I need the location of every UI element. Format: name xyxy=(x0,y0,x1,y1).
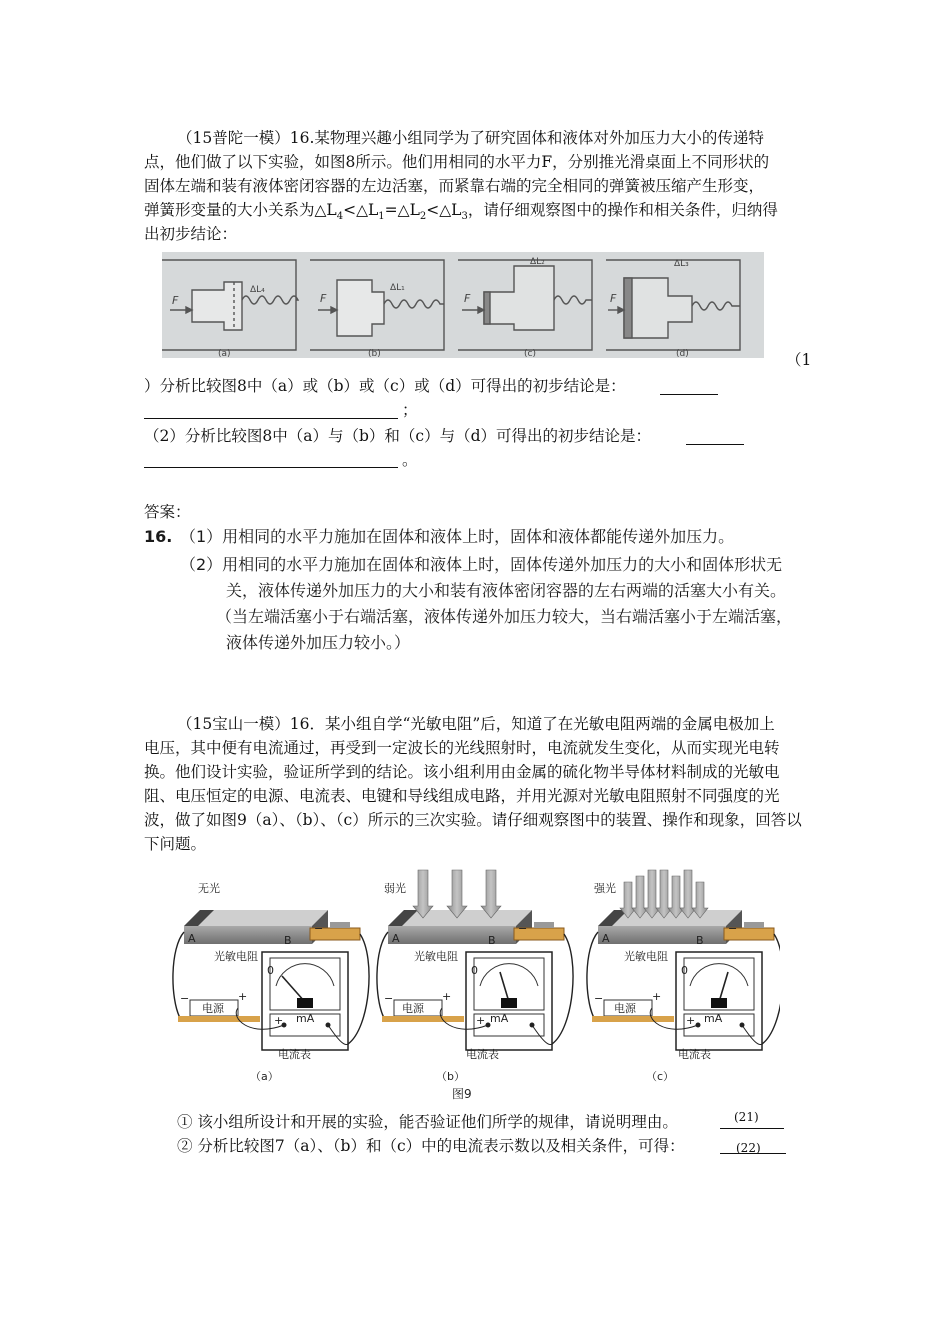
fig8-dl-d: ΔL₃ xyxy=(674,259,689,269)
answer-2-line4: 液体传递外加压力较小。） xyxy=(226,633,411,652)
fig9-label-b: （b） xyxy=(436,1070,465,1083)
fig9-light-c: 强光 xyxy=(594,882,616,895)
answer-1: （1）用相同的水平力施加在固体和液体上时，固体和液体都能传递外加压力。 xyxy=(180,527,735,546)
problem2-line1: （15宝山一模）16．某小组自学“光敏电阻”后，知道了在光敏电阻两端的金属电极加上 xyxy=(177,715,775,733)
answer-2-line2: 关，液体传递外加压力的大小和装有液体密闭容器的左右两端的活塞大小有关。 xyxy=(226,581,787,600)
fig8-dl-b: ΔL₁ xyxy=(390,283,405,293)
fig9-switch-minus-a: − xyxy=(314,922,324,935)
fig8-label-c: (c) xyxy=(524,349,536,358)
figure-9 xyxy=(170,868,780,1100)
p2-q1-blank-num: (21) xyxy=(734,1110,759,1124)
fig9-meter-a: 电流表 xyxy=(278,1048,311,1061)
fig9-meter-plus-c: + xyxy=(686,1014,696,1027)
problem1-source: （15普陀一模）16. xyxy=(177,129,315,147)
sub3: 3 xyxy=(461,211,468,223)
q1-start: （1 xyxy=(786,351,812,369)
sub2: 2 xyxy=(419,211,427,223)
fig8-label-b: (b) xyxy=(368,349,381,358)
fig8-force-b: F xyxy=(320,292,327,305)
q1-blank-a[interactable] xyxy=(660,393,718,395)
sub4: 4 xyxy=(336,211,344,223)
fig9-plus-b: + xyxy=(442,990,452,1003)
fig9-plus-a: + xyxy=(238,990,248,1003)
fig9-B-b: B xyxy=(488,934,496,947)
line4-tail: ，请仔细观察图中的操作和相关条件，归纳得 xyxy=(467,201,778,219)
fig9-source-a: 电源 xyxy=(202,1002,224,1015)
fig9-meter-c: 电流表 xyxy=(678,1048,711,1061)
fig8-dl-a: ΔL₄ xyxy=(250,285,265,295)
fig9-label-c: （c） xyxy=(646,1070,675,1083)
problem2-line6: 下问题。 xyxy=(144,835,207,853)
problem1-line1-text: 某物理兴趣小组同学为了研究固体和液体对外加压力大小的传递特 xyxy=(314,129,764,147)
p2-q1: ① 该小组所设计和开展的实验，能否验证他们所学的规律，请说明理由。 xyxy=(177,1113,678,1131)
problem1-line1 xyxy=(177,126,764,150)
fig9-meter-b: 电流表 xyxy=(466,1048,499,1061)
fig9-meter-plus-b: + xyxy=(476,1014,486,1027)
problem1-line2: 点，他们做了以下实验，如图8所示。他们用相同的水平力F，分别推光滑桌面上不同形状的 xyxy=(144,153,770,171)
problem2-line4: 阻、电压恒定的电源、电流表、电键和导线组成电路，并用光源对光敏电阻照射不同强度的光 xyxy=(144,787,780,805)
fig8-force-d: F xyxy=(610,292,617,305)
line4-eq: =△L xyxy=(384,201,420,219)
fig9-panel-c xyxy=(587,870,780,1050)
fig9-label-a: （a） xyxy=(250,1070,279,1083)
fig9-switch-minus-b: − xyxy=(518,922,528,935)
fig9-light-a: 无光 xyxy=(198,882,220,895)
problem1-line5: 出初步结论： xyxy=(144,225,238,243)
problem1-line4 xyxy=(144,198,778,229)
fig9-A-c: A xyxy=(602,932,610,945)
fig9-zero-c: 0 xyxy=(681,964,688,977)
fig8-force-c: F xyxy=(464,292,471,305)
q1-blank-b[interactable] xyxy=(144,417,398,419)
fig9-B-a: B xyxy=(284,934,292,947)
fig8-label-d: (d) xyxy=(676,349,689,358)
problem2-line5: 波，做了如图9（a）、（b）、（c）所示的三次实验。请仔细观察图中的装置、操作和现象，回答以 xyxy=(144,811,802,829)
sub1: 1 xyxy=(378,211,385,223)
problem2-line3: 换。他们设计实验，验证所学到的结论。该小组利用由金属的硫化物半导体材料制成的光敏电 xyxy=(144,763,780,781)
fig8-label-a: (a) xyxy=(218,349,231,358)
fig9-unit-a: mA xyxy=(296,1012,315,1025)
fig8-force-a: F xyxy=(172,294,179,307)
problem1-line3: 固体左端和装有液体密闭容器的左边活塞，而紧靠右端的完全相同的弹簧被压缩产生形变， xyxy=(144,177,765,195)
fig9-switch-minus-c: − xyxy=(728,922,738,935)
fig9-resistor-b: 光敏电阻 xyxy=(414,950,458,963)
fig9-light-b: 弱光 xyxy=(384,882,406,895)
q1-text: ）分析比较图8中（a）或（b）或（c）或（d）可得出的初步结论是： xyxy=(144,377,626,395)
fig9-source-b: 电源 xyxy=(402,1002,424,1015)
p2-q2-blank[interactable] xyxy=(720,1152,786,1154)
fig9-panel-a xyxy=(173,910,369,1050)
q2-text: （2）分析比较图8中（a）与（b）和（c）与（d）可得出的初步结论是： xyxy=(144,427,651,445)
fig9-caption: 图9 xyxy=(452,1087,472,1100)
fig9-zero-b: 0 xyxy=(471,964,478,977)
line4-rel: <△L xyxy=(343,201,379,219)
fig9-minus-a: − xyxy=(180,992,190,1005)
q2-blank-b[interactable] xyxy=(144,466,398,468)
fig9-A-b: A xyxy=(392,932,400,945)
p2-q2-blank-num: (22) xyxy=(736,1141,761,1155)
q1-end: ； xyxy=(402,401,418,419)
answer-2-line1: （2）用相同的水平力施加在固体和液体上时，固体传递外加压力的大小和固体形状无 xyxy=(180,555,783,574)
fig9-meter-plus-a: + xyxy=(274,1014,284,1027)
fig9-minus-c: − xyxy=(594,992,604,1005)
fig9-zero-a: 0 xyxy=(267,964,274,977)
fig9-unit-c: mA xyxy=(704,1012,723,1025)
fig8-dl-c: ΔL₂ xyxy=(530,257,545,267)
fig9-unit-b: mA xyxy=(490,1012,509,1025)
fig9-plus-c: + xyxy=(652,990,662,1003)
fig9-minus-b: − xyxy=(384,992,394,1005)
fig9-source-c: 电源 xyxy=(614,1002,636,1015)
figure-8 xyxy=(162,252,764,358)
problem2-line2: 电压，其中便有电流通过，再受到一定波长的光线照射时，电流就发生变化，从而实现光电转 xyxy=(144,739,780,757)
fig9-resistor-a: 光敏电阻 xyxy=(214,950,258,963)
p2-q2: ② 分析比较图7（a）、（b）和（c）中的电流表示数以及相关条件，可得： xyxy=(177,1137,685,1155)
fig9-resistor-c: 光敏电阻 xyxy=(624,950,668,963)
answer-label: 答案： xyxy=(144,503,191,521)
fig9-A-a: A xyxy=(188,932,196,945)
q2-end: 。 xyxy=(402,451,418,469)
answer-num: 16. xyxy=(144,527,173,546)
fig9-B-c: B xyxy=(696,934,704,947)
line4-a: 弹簧形变量的大小关系为△L xyxy=(144,201,337,219)
answer-2-line3: （当左端活塞小于右端活塞，液体传递外加压力较大，当右端活塞小于左端活塞， xyxy=(216,607,793,626)
line4-lt: <△L xyxy=(426,201,462,219)
fig9-panel-b xyxy=(377,870,573,1050)
p2-q1-blank[interactable] xyxy=(720,1127,784,1129)
q2-blank-a[interactable] xyxy=(686,443,744,445)
